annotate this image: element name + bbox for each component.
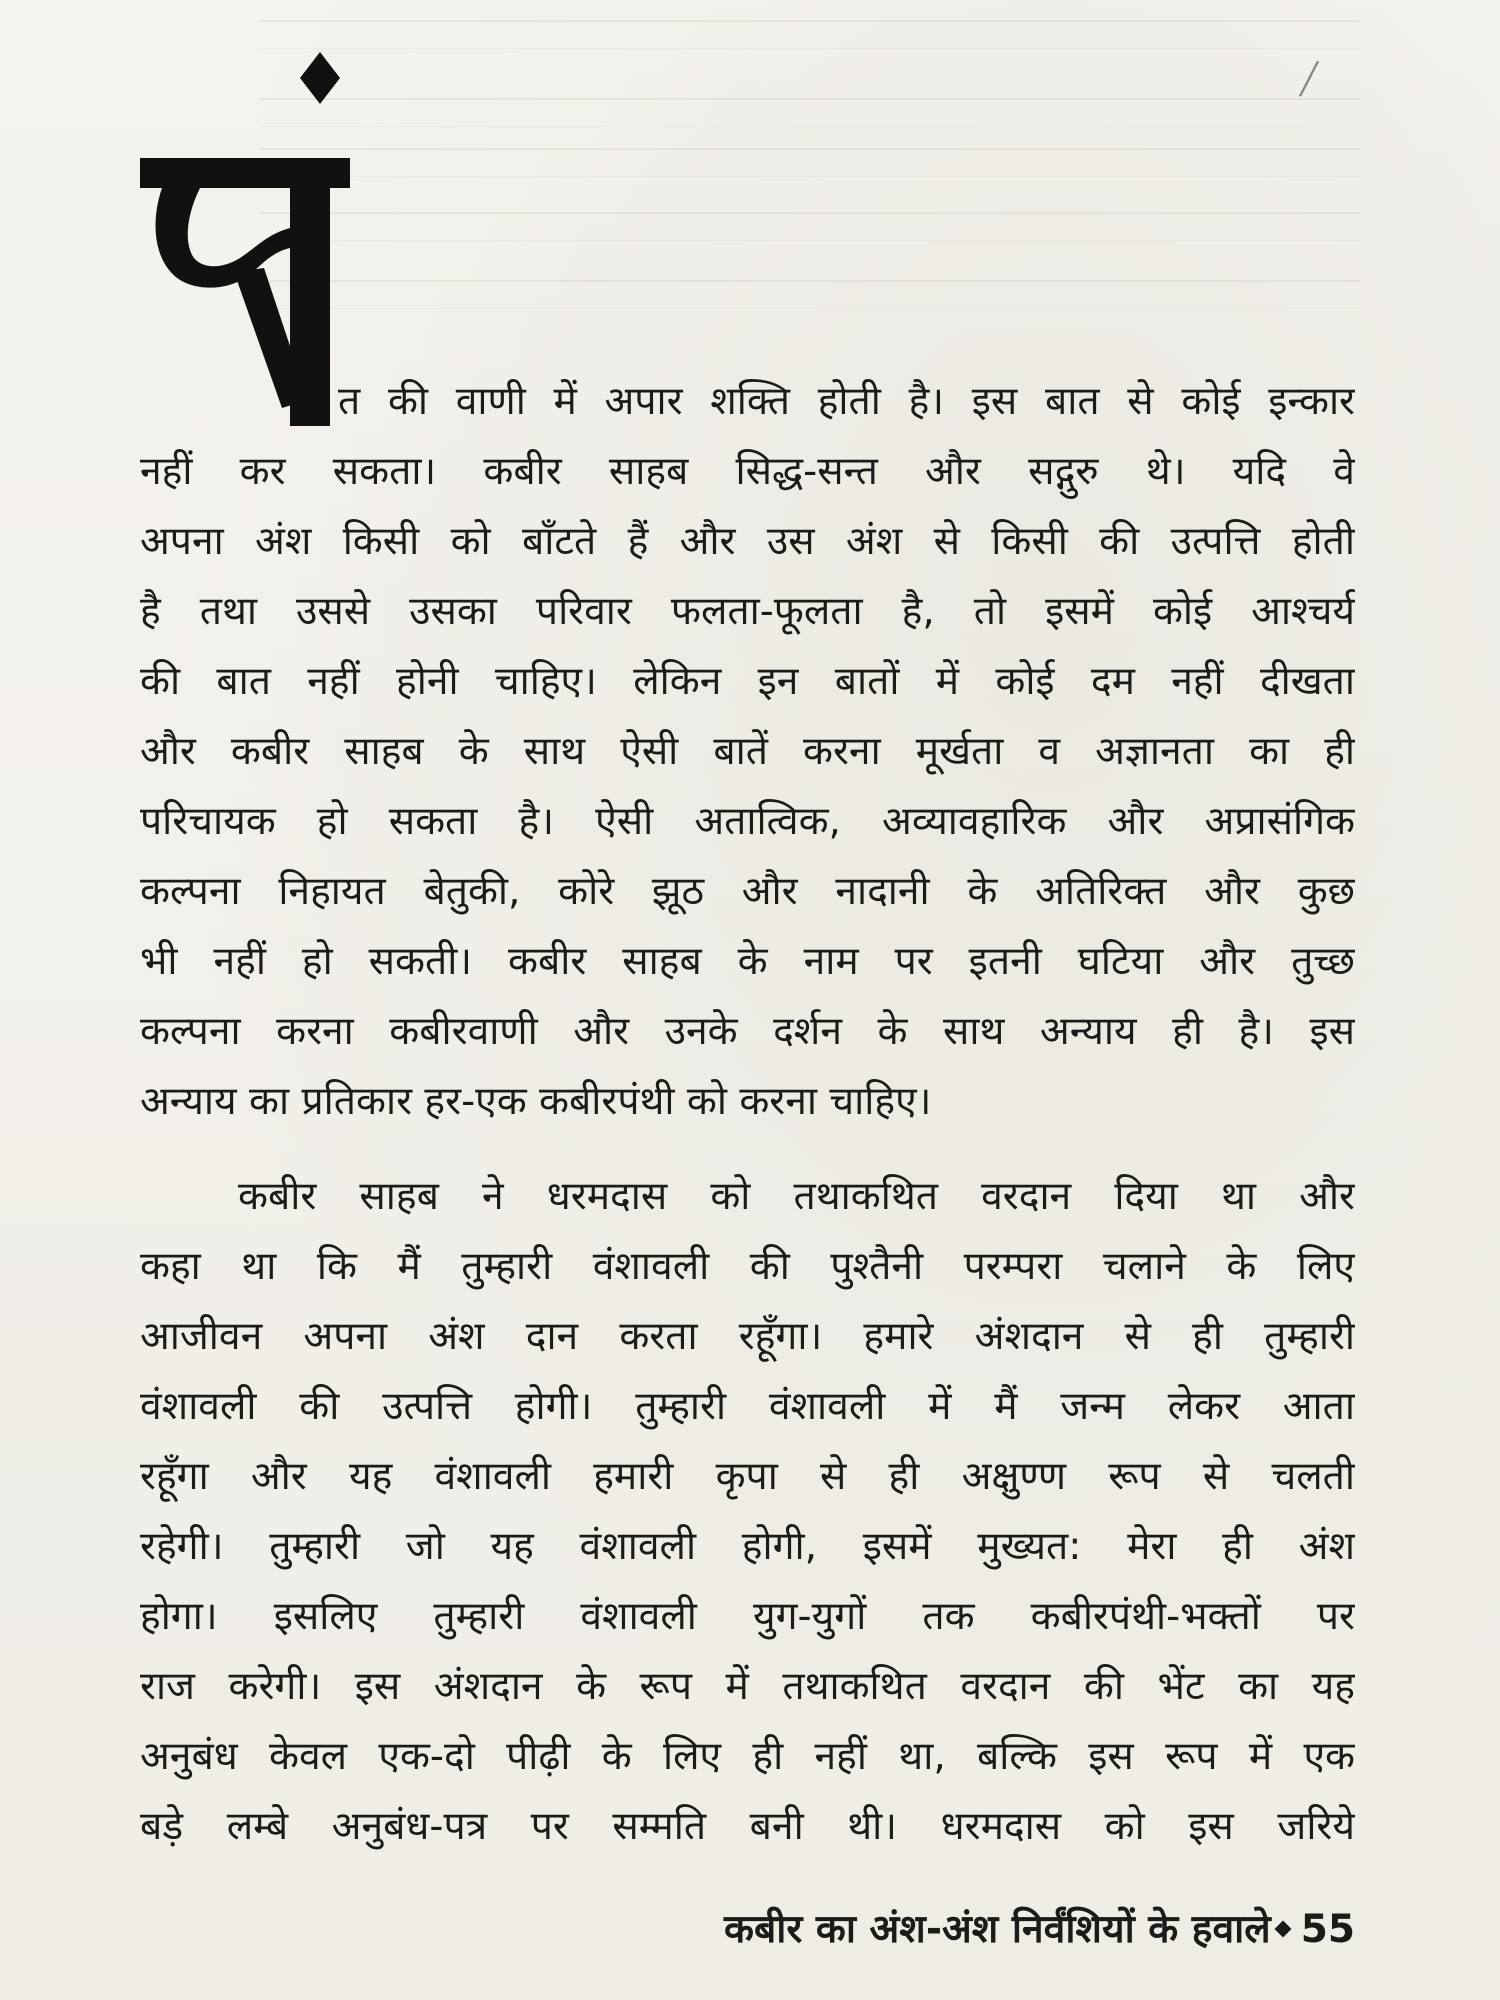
paragraph-2-line: रहूँगा और यह वंशावली हमारी कृपा से ही अक्षुण्ण रूप से चलती <box>140 1454 1355 1499</box>
diamond-separator-icon <box>1274 1920 1291 1937</box>
bleed-through-line <box>260 98 1360 127</box>
paragraph-1-line: अपना अंश किसी को बाँटते हैं और उस अंश से किसी की उत्पत्ति होती <box>140 519 1355 564</box>
paragraph-2-line: होगा। इसलिए तुम्हारी वंशावली युग-युगों तक कबीरपंथी-भक्तों पर <box>140 1594 1355 1639</box>
bleed-through-line <box>260 20 1360 49</box>
paragraph-2-line: वंशावली की उत्पत्ति होगी। तुम्हारी वंशावली में मैं जन्म लेकर आता <box>140 1384 1355 1429</box>
drop-cap-bowl <box>156 188 290 288</box>
drop-cap-anusvara <box>300 52 340 104</box>
running-title: कबीर का अंश-अंश निर्वंशियों के हवाले <box>724 1907 1271 1952</box>
paragraph-2-line: कबीर साहब ने धरमदास को तथाकथित वरदान दिया था और <box>238 1174 1355 1219</box>
paragraph-1-line: भी नहीं हो सकती। कबीर साहब के नाम पर इतनी घटिया और तुच्छ <box>140 939 1355 984</box>
paragraph-2-line: राज करेगी। इस अंशदान के रूप में तथाकथित वरदान की भेंट का यह <box>140 1664 1355 1709</box>
paragraph-1-line: है तथा उससे उसका परिवार फलता-फूलता है, तो इसमें कोई आश्चर्य <box>140 589 1355 634</box>
paragraph-1-line: कल्पना करना कबीरवाणी और उनके दर्शन के साथ अन्याय ही है। इस <box>140 1009 1355 1054</box>
bleed-through-line <box>260 280 1360 309</box>
paragraph-1-line: नहीं कर सकता। कबीर साहब सिद्ध-सन्त और सद्गुरु थे। यदि वे <box>140 449 1355 494</box>
paragraph-2-line: अनुबंध केवल एक-दो पीढ़ी के लिए ही नहीं था, बल्कि इस रूप में एक <box>140 1734 1355 1779</box>
paragraph-2-line: कहा था कि मैं तुम्हारी वंशावली की पुश्तैनी परम्परा चलाने के लिए <box>140 1244 1355 1289</box>
corner-mark: ╱ <box>1300 62 1319 97</box>
paragraph-1-line: और कबीर साहब के साथ ऐसी बातें करना मूर्खता व अज्ञानता का ही <box>140 729 1355 774</box>
paragraph-1-line: परिचायक हो सकता है। ऐसी अतात्विक, अव्यावहारिक और अप्रासंगिक <box>140 799 1355 844</box>
paragraph-1-line: अन्याय का प्रतिकार हर-एक कबीरपंथी को करना चाहिए। <box>140 1079 932 1124</box>
paragraph-2-line: आजीवन अपना अंश दान करता रहूँगा। हमारे अंशदान से ही तुम्हारी <box>140 1314 1355 1359</box>
paragraph-1-line: कल्पना निहायत बेतुकी, कोरे झूठ और नादानी के अतिरिक्त और कुछ <box>140 869 1355 914</box>
paragraph-2-line: बड़े लम्बे अनुबंध-पत्र पर सम्मति बनी थी। धरमदास को इस जरिये <box>140 1804 1355 1849</box>
paragraph-1-line: की बात नहीं होनी चाहिए। लेकिन इन बातों में कोई दम नहीं दीखता <box>140 659 1355 704</box>
page-footer <box>620 1900 1355 1960</box>
bleed-through-line <box>260 212 1360 241</box>
drop-cap-glyph <box>140 48 350 428</box>
paragraph-1-line: त की वाणी में अपार शक्ति होती है। इस बात से कोई इन्कार <box>338 379 1355 424</box>
bleed-through-line <box>260 148 1360 177</box>
page-number: 55 <box>1300 1907 1355 1952</box>
paragraph-2-line: रहेगी। तुम्हारी जो यह वंशावली होगी, इसमें मुख्यत: मेरा ही अंश <box>140 1524 1355 1569</box>
